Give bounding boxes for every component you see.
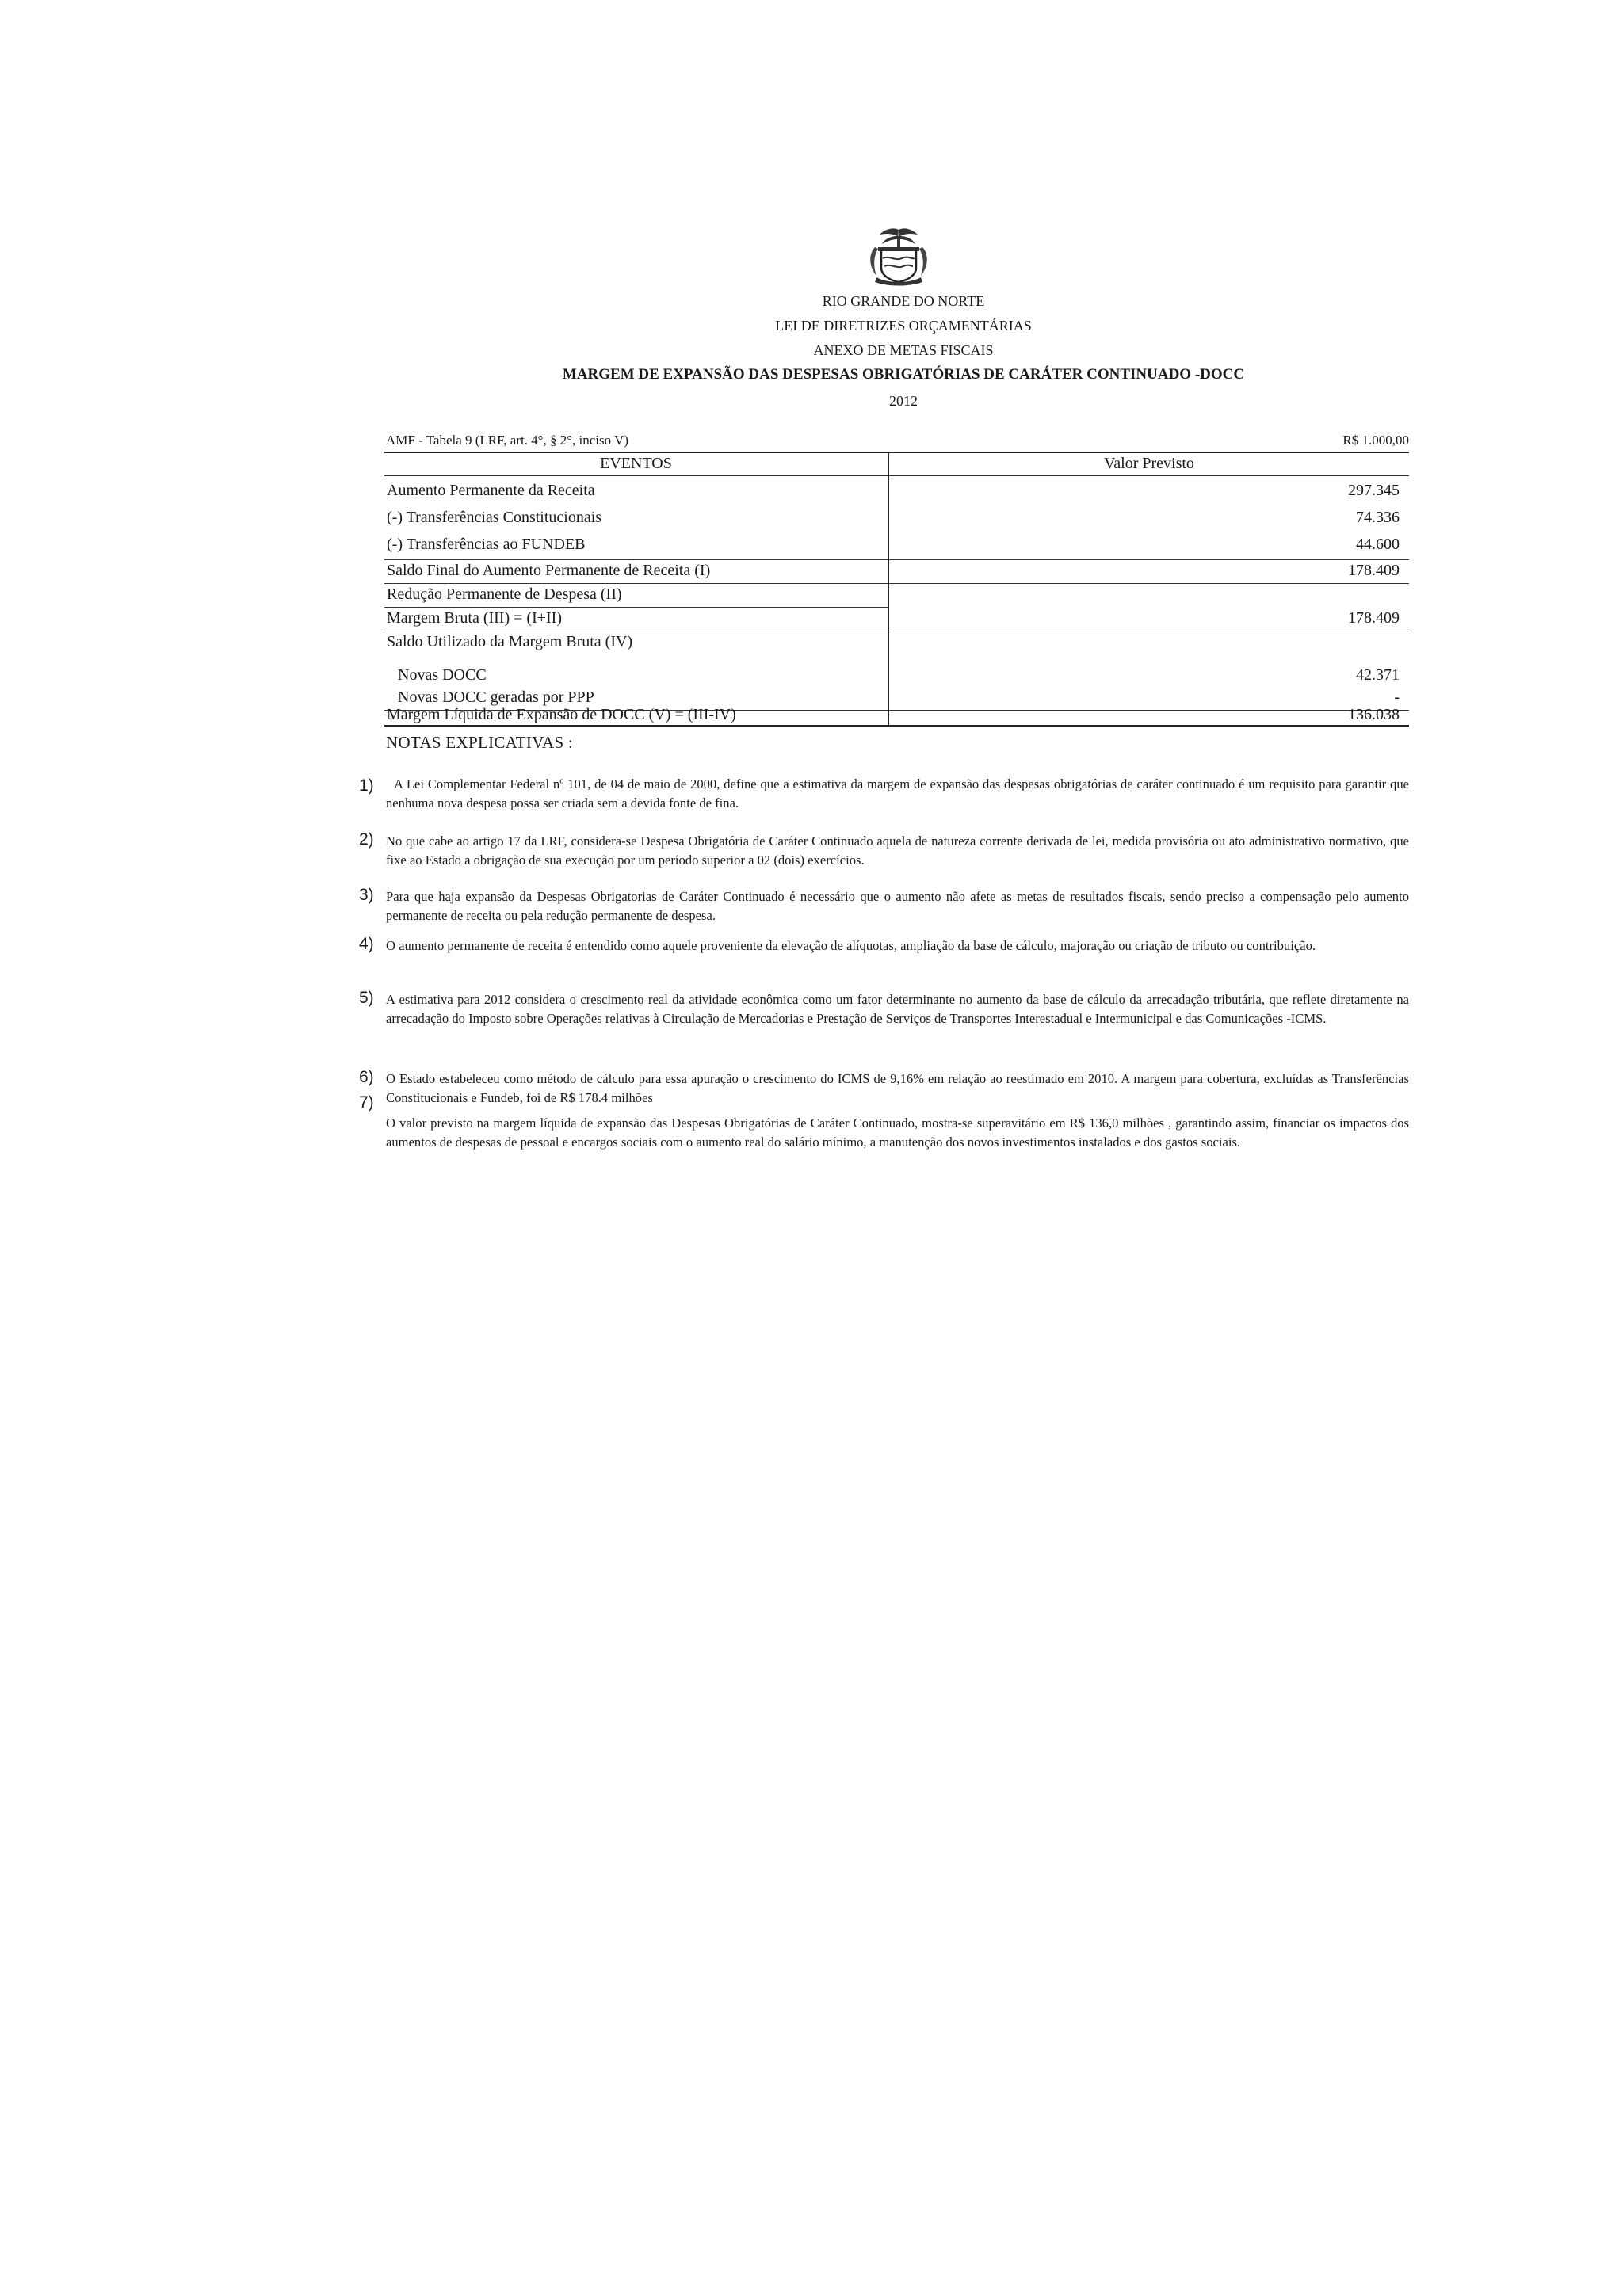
row-label: Margem Líquida de Expansão de DOCC (V) = (III-IV) [387, 706, 736, 723]
row-value: 42.371 [1356, 666, 1400, 684]
row-value: 297.345 [1348, 482, 1400, 499]
row-value: 178.409 [1348, 562, 1400, 579]
row-label: (-) Transferências ao FUNDEB [387, 536, 586, 553]
row-label: (-) Transferências Constitucionais [387, 509, 602, 526]
note-text: No que cabe ao artigo 17 da LRF, considera-se Despesa Obrigatória de Caráter Continuado aquela de natureza corrente derivada de lei, medida provisória ou ato administrativo normativo, que fixe ao Estado a obrigação de sua execução por um período superior a 02 (dois) exercícios. [386, 833, 1409, 868]
row-label: Novas DOCC geradas por PPP [398, 688, 594, 706]
note-text: Para que haja expansão da Despesas Obrigatorias de Caráter Continuado é necessário que o aumento não afete as metas de resultados fiscais, sendo preciso a compensação pelo aumento permanente de receita ou pela redução permanente de despesa. [386, 889, 1409, 923]
column-header-value: Valor Previsto [1104, 455, 1194, 472]
currency-unit: R$ 1.000,00 [1342, 433, 1409, 448]
row-value: - [1394, 688, 1400, 706]
law-name: LEI DE DIRETRIZES ORÇAMENTÁRIAS [775, 318, 1032, 334]
row-label: Saldo Utilizado da Margem Bruta (IV) [387, 633, 633, 650]
row-label: Novas DOCC [398, 666, 487, 684]
annex-name: ANEXO DE METAS FISCAIS [813, 342, 994, 358]
note-number: 3) [359, 886, 374, 904]
column-header-events: EVENTOS [600, 455, 672, 472]
note-text: O valor previsto na margem líquida de expansão das Despesas Obrigatórias de Caráter Continuado, mostra-se superavitário em R$ 136,0 milhões , garantindo assim, financiar os impactos dos aumentos de despesas de pessoal e encargos sociais com o aumento real do salário mínimo, a manutenção dos novos investimentos instalados e dos gastos sociais. [386, 1116, 1409, 1150]
row-label: Aumento Permanente da Receita [387, 482, 595, 499]
row-value: 74.336 [1356, 509, 1400, 526]
note-number: 6) [359, 1068, 374, 1086]
state-name: RIO GRANDE DO NORTE [822, 293, 985, 309]
docc-table [384, 452, 1409, 727]
note-text: O aumento permanente de receita é entendido como aquele proveniente da elevação de alíquotas, ampliação da base de cálculo, majoração ou criação de tributo ou contribuição. [386, 938, 1316, 953]
row-value: 136.038 [1348, 706, 1400, 723]
note-number: 2) [359, 830, 374, 849]
note-number: 1) [359, 776, 374, 795]
note-text: A estimativa para 2012 considera o crescimento real da atividade econômica como um fator determinante no aumento da base de cálculo da arrecadação tributária, que reflete diretamente na arrecadação do Imposto sobre Operações relativas à Circulação de Mercadorias e Prestação de Serviços de Transportes Interestadual e Intermunicipal e das Comunicações -ICMS. [386, 992, 1409, 1026]
table-reference: AMF - Tabela 9 (LRF, art. 4°, § 2°, inciso V) [386, 433, 628, 448]
row-label: Margem Bruta (III) = (I+II) [387, 609, 562, 627]
note-number: 5) [359, 989, 374, 1007]
row-label: Redução Permanente de Despesa (II) [387, 585, 622, 603]
note-text: A Lei Complementar Federal nº 101, de 04 de maio de 2000, define que a estimativa da margem de expansão das despesas obrigatórias de caráter continuado é um requisito para garantir que nenhuma nova despesa possa ser criada sem a devida fonte de fina. [386, 776, 1409, 810]
row-value: 178.409 [1348, 609, 1400, 627]
note-number: 4) [359, 935, 374, 953]
document-year: 2012 [889, 393, 918, 409]
note-number: 7) [359, 1093, 374, 1112]
row-value: 44.600 [1356, 536, 1400, 553]
notes-title: NOTAS EXPLICATIVAS : [386, 733, 574, 752]
document-title: MARGEM DE EXPANSÃO DAS DESPESAS OBRIGATÓRIAS DE CARÁTER CONTINUADO -DOCC [562, 366, 1245, 383]
coat-of-arms-emblem [861, 227, 937, 287]
note-text: O Estado estabeleceu como método de cálculo para essa apuração o crescimento do ICMS de 9,16% em relação ao reestimado em 2010. A margem para cobertura, excluídas as Transferências Constitucionais e Fundeb, foi de R$ 178.4 milhões [386, 1071, 1409, 1105]
row-label: Saldo Final do Aumento Permanente de Receita (I) [387, 562, 711, 579]
